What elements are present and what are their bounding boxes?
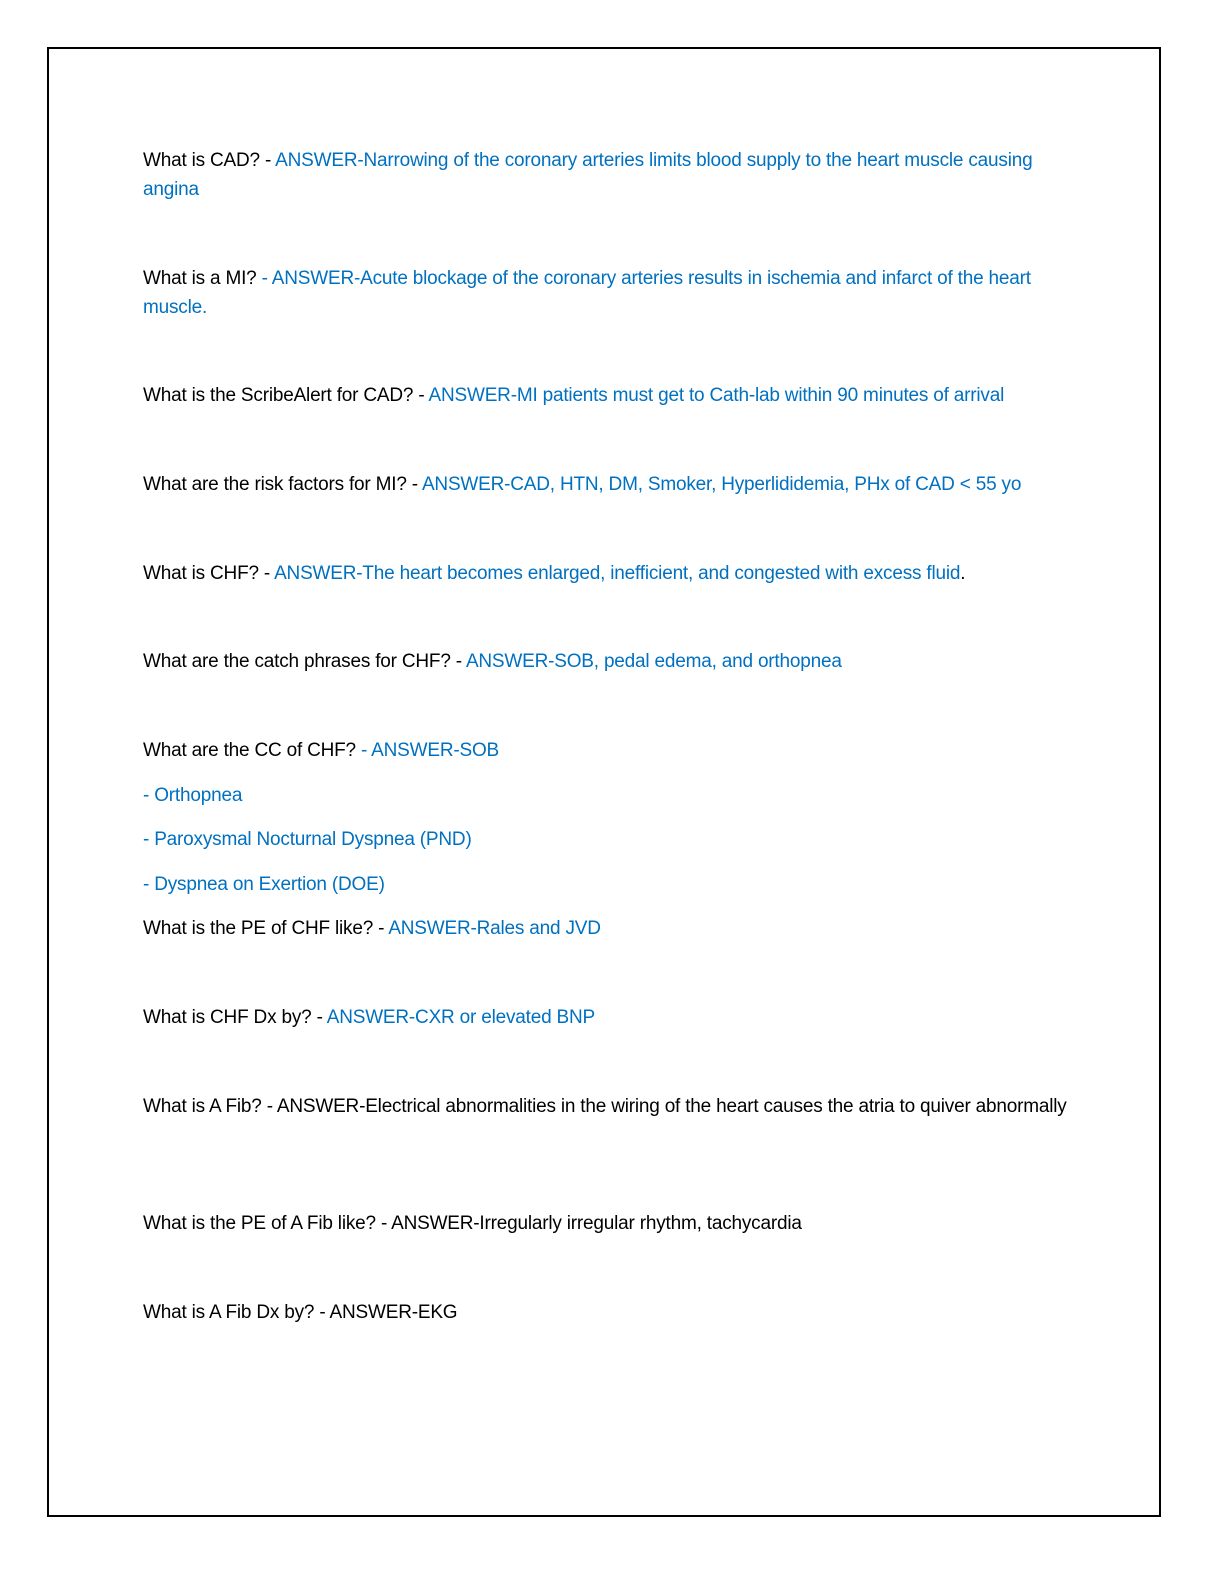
answer-text: ANSWER-Rales and JVD xyxy=(388,918,601,939)
answer-text: - Dyspnea on Exertion (DOE) xyxy=(143,874,385,895)
answer-text: ANSWER-SOB, pedal edema, and orthopnea xyxy=(465,651,842,672)
question-text: What is the PE of CHF like? - xyxy=(143,918,389,939)
list-item-pnd xyxy=(143,825,1073,854)
question-text: What is CAD? - xyxy=(143,150,276,171)
qa-cc-chf xyxy=(143,736,1073,765)
question-text: What are the CC of CHF? xyxy=(143,740,361,761)
question-text: What is the PE of A Fib like? - ANSWER-Irregularly irregular rhythm, tachycardia xyxy=(143,1213,802,1234)
qa-risk-factors xyxy=(143,470,1103,499)
answer-text: - ANSWER-SOB xyxy=(361,740,500,761)
qa-mi xyxy=(143,264,1073,322)
question-text: What are the catch phrases for CHF? - xyxy=(143,651,466,672)
question-text: What is a MI? xyxy=(143,268,262,289)
qa-scribealert xyxy=(143,381,1103,410)
qa-catch-phrases xyxy=(143,647,1073,676)
answer-text: ANSWER-CXR or elevated BNP xyxy=(326,1007,596,1028)
answer-text: - ANSWER-Acute blockage of the coronary arteries results in ischemia and infarct of the heart muscle. xyxy=(143,268,1031,318)
answer-text: - Orthopnea xyxy=(143,785,243,806)
question-text: What is A Fib? - ANSWER-Electrical abnormalities in the wiring of the heart causes the atria to quiver abnormally xyxy=(143,1096,1067,1117)
answer-text: - Paroxysmal Nocturnal Dyspnea (PND) xyxy=(143,829,472,850)
qa-cad xyxy=(143,146,1073,204)
list-item-doe xyxy=(143,870,1073,899)
answer-tail: . xyxy=(960,563,966,584)
answer-text: ANSWER-Narrowing of the coronary arteries limits blood supply to the heart muscle causing angina xyxy=(143,150,1033,200)
question-text: What is the ScribeAlert for CAD? - xyxy=(143,385,429,406)
question-text: What is A Fib Dx by? - ANSWER-EKG xyxy=(143,1302,458,1323)
qa-afib xyxy=(143,1092,1073,1121)
qa-chf-dx xyxy=(143,1003,1073,1032)
qa-pe-chf xyxy=(143,914,1073,943)
answer-text: ANSWER-CAD, HTN, DM, Smoker, Hyperlididemia, PHx of CAD < 55 yo xyxy=(421,474,1022,495)
list-item-orthopnea xyxy=(143,781,1073,810)
answer-text: ANSWER-The heart becomes enlarged, inefficient, and congested with excess fluid xyxy=(274,563,961,584)
question-text: What are the risk factors for MI? - xyxy=(143,474,422,495)
question-text: What is CHF Dx by? - xyxy=(143,1007,327,1028)
question-text: What is CHF? - xyxy=(143,563,275,584)
qa-afib-dx xyxy=(143,1298,1073,1327)
qa-pe-afib xyxy=(143,1209,1073,1238)
answer-text: ANSWER-MI patients must get to Cath-lab within 90 minutes of arrival xyxy=(428,385,1005,406)
qa-chf xyxy=(143,559,1073,588)
